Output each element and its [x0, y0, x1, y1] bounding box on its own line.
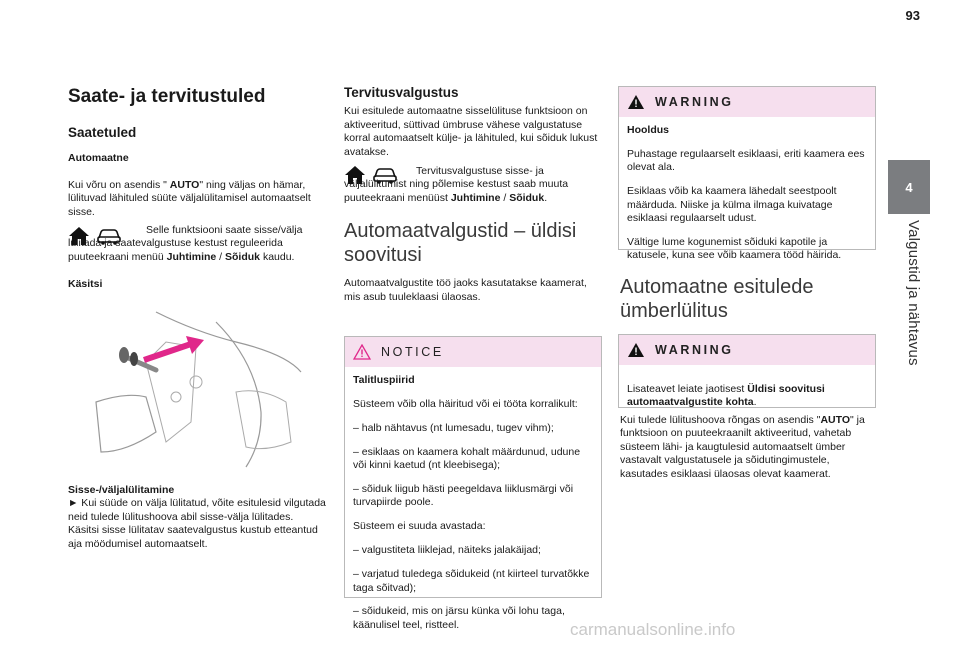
notice-line: – sõidukeid, mis on järsu künka või lohu taga, käänulisel teel, ristteel. — [353, 605, 565, 631]
warning-line: Puhastage regulaarselt esiklaasi, eriti kaamera ees olevat ala. — [627, 147, 865, 174]
column-1 — [68, 86, 326, 551]
chapter-title: Valgustid ja nähtavus — [905, 220, 922, 366]
paragraph: Tervitusvalgustuse sisse- ja väljalülitumist ning põlemise kestust saab muuta puuteekraani menüüst Juhtimine / Sõiduk. — [344, 165, 569, 204]
page-number: 93 — [905, 8, 920, 23]
notice-line: – esiklaas on kaamera kohalt määrdunud, udune või kinni kaetud (nt kleebisega); — [353, 445, 581, 472]
paragraph: Käsitsi sisse lülitatav saatevalgustus kustub etteantud aja möödumisel automaatselt. — [68, 524, 318, 550]
paragraph: ► Kui süüde on välja lülitatud, võite esitulesid vilgutada neid tulede lülitushoova abil sisse-välja lülitades. — [68, 497, 326, 523]
column-3 — [620, 275, 874, 323]
warning-line: Esiklaas võib ka kaamera lähedalt seestpoolt määrduda. Niiske ja külma ilmaga kuivatage esiklaasi regulaarselt udust. — [627, 185, 837, 225]
column-2 — [344, 86, 602, 304]
chapter-tab[interactable]: 4 — [888, 160, 930, 214]
subheading-on-off: Sisse-/väljalülitamine — [68, 484, 175, 497]
warning-line: Vältige lume kogunemist sõiduki kapotile ja katusele, kuna see võib kaamera tööd häirida. — [627, 235, 842, 262]
warning-label: WARNING — [655, 95, 734, 109]
subsection-title: Saatetuled — [68, 125, 137, 140]
warning-triangle-icon — [627, 342, 645, 358]
warning-box-maintenance — [618, 86, 876, 262]
paragraph: Kui tulede lülitushoova rõngas on asendis "AUTO" ja funktsioon on puuteekraanilt aktiveeritud, vahetab süsteem lähi- ja kaugtulesid automaatselt ümber vastavalt valgustatusele ja sõidutingimustele, kasutades esiklaasi ülaosas olevat kaamerat. — [620, 414, 865, 480]
section-heading: Automaatvalgustid – üldisi soovitusi — [344, 220, 577, 267]
paragraph: Kui võru on asendis " AUTO" ning väljas on hämar, lülituvad lähituled süüte väljalülitamisel automaatselt sisse. — [68, 178, 311, 218]
watermark: carmanualsonline.info — [570, 620, 736, 639]
warning-label: WARNING — [655, 343, 734, 357]
subheading-automatic: Automaatne — [68, 152, 129, 165]
notice-line: – valgustiteta liiklejad, näiteks jalakäijad; — [353, 544, 541, 557]
lever-illustration — [86, 302, 316, 472]
notice-line: – halb nähtavus (nt lumesadu, tugev vihm); — [353, 421, 554, 434]
notice-label: NOTICE — [381, 345, 444, 359]
notice-box — [344, 336, 602, 631]
notice-triangle-icon — [353, 344, 371, 360]
warning-triangle-icon — [627, 94, 645, 110]
notice-line: – sõiduk liigub hästi peegeldava liiklusmärgi või turvapiirde poole. — [353, 483, 574, 509]
notice-line: Süsteem võib olla häiritud või ei tööta korralikult: — [353, 397, 578, 410]
notice-line: – varjatud tuledega sõidukeid (nt kiirteel turvatõkke taga sõitvad); — [353, 568, 590, 594]
warning-title: Hooldus — [627, 124, 669, 136]
warning-text[interactable]: Lisateavet leiate jaotisest Üldisi soovitusi automaatvalgustite kohta. — [627, 382, 825, 408]
paragraph: Selle funktsiooni saate sisse/välja lülitada ja saatevalgustuse kestust reguleerida puuteekraani menüü Juhtimine / Sõiduk kaudu. — [68, 224, 303, 263]
column-3-body — [620, 414, 874, 481]
section-heading: Automaatne esitulede ümberlülitus — [620, 276, 814, 322]
paragraph: Automaatvalgustite töö jaoks kasutatakse kaamerat, mis asub tuuleklaasi ülaosas. — [344, 277, 587, 303]
subsection-title: Tervitusvalgustus — [344, 85, 459, 100]
section-title: Saate- ja tervitustuled — [68, 86, 266, 107]
paragraph: Kui esitulede automaatne sisselülituse funktsioon on aktiveeritud, süttivad ümbruse vähese valgustatuse korral automaatselt külje- ja lähituled, kui sõiduk lukust avatakse. — [344, 105, 598, 158]
notice-title: Talitluspiirid — [353, 374, 415, 386]
subheading-manual: Käsitsi — [68, 278, 103, 291]
notice-line: Süsteem ei suuda avastada: — [353, 520, 486, 533]
warning-box-reference — [618, 334, 876, 408]
